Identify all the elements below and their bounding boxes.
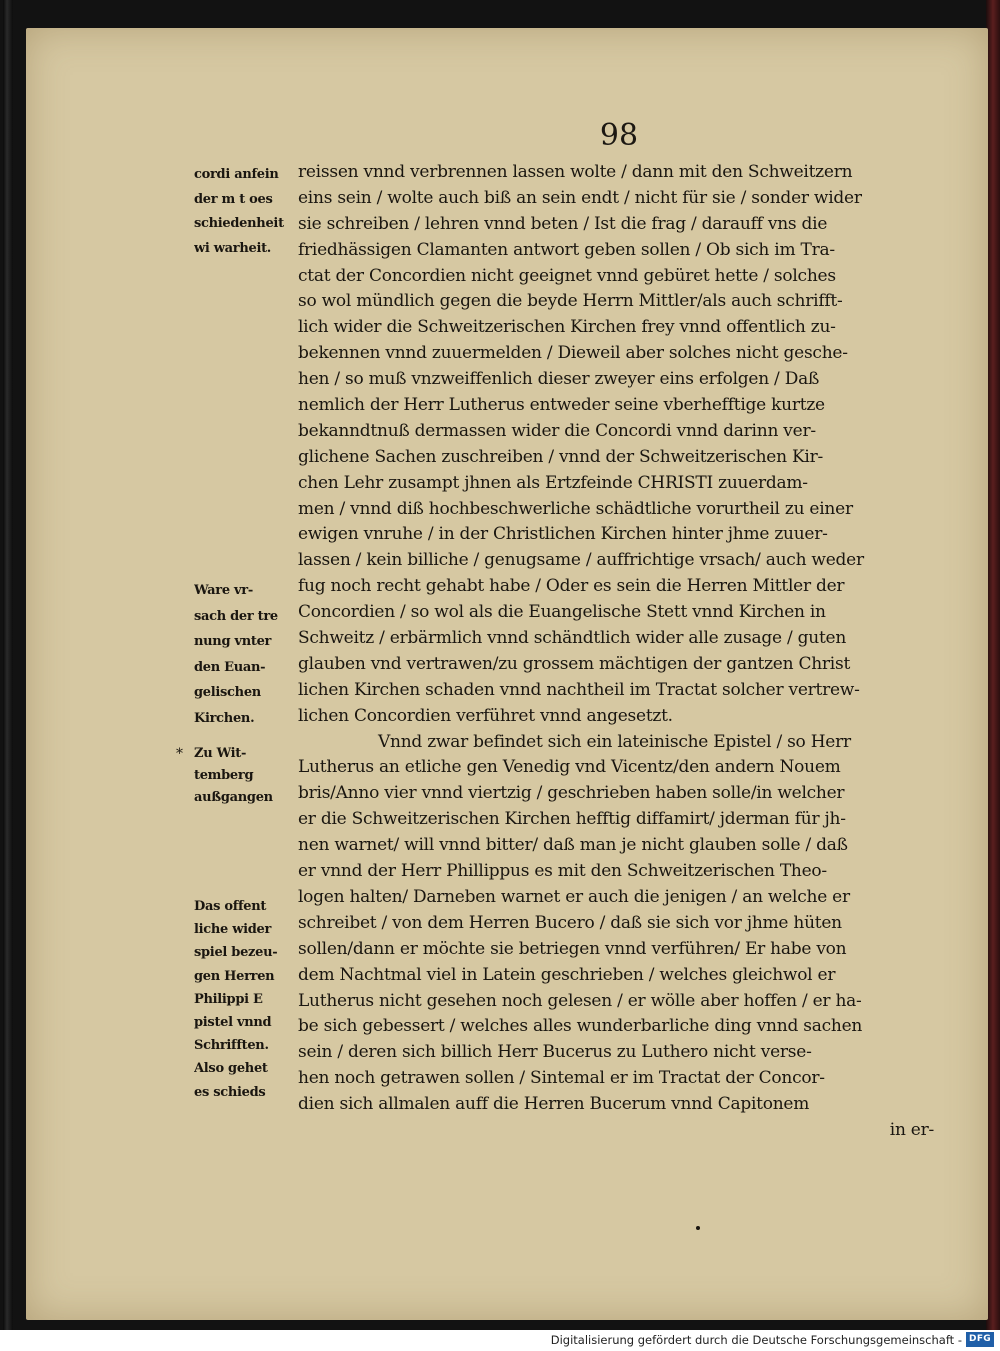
- text-line: glauben vnd vertrawen/zu grossem mächtigen der gantzen Christ: [298, 653, 851, 674]
- margin-note-line: Schrifften.: [194, 1038, 269, 1054]
- page-number: 98: [599, 118, 639, 153]
- footer-credit: Digitalisierung gefördert durch die Deutsche Forschungsgemeinschaft -: [550, 1333, 962, 1347]
- text-line: be sich gebessert / welches alles wunderbarliche ding vnnd sachen: [298, 1016, 863, 1037]
- text-line: ctat der Concordien nicht geeignet vnnd gebüret hette / solches: [298, 265, 836, 286]
- margin-note-line: Also gehet: [194, 1061, 268, 1077]
- text-line: reissen vnnd verbrennen lassen wolte / dann mit den Schweitzern: [298, 162, 853, 182]
- text-line: lichen Kirchen schaden vnnd nachtheil im Tractat solcher vertrew-: [298, 679, 860, 700]
- margin-note-line: temberg: [194, 768, 254, 783]
- margin-note-line: es schieds: [194, 1084, 266, 1100]
- catchword: in er-: [889, 1119, 934, 1140]
- margin-note-line: gen Herren: [194, 968, 275, 984]
- margin-note-line: spiel bezeu-: [194, 945, 278, 961]
- text-line: fug noch recht gehabt habe / Oder es sein die Herren Mittler der: [298, 576, 845, 597]
- text-line: er die Schweitzerischen Kirchen hefftig diffamirt/ jderman für jh-: [298, 809, 846, 830]
- text-line: Vnnd zwar befindet sich ein lateinische Epistel / so Herr: [378, 731, 851, 752]
- margin-note-line: gelischen: [194, 685, 261, 700]
- margin-note-line: den Euan-: [194, 659, 266, 675]
- ink-dot: [696, 1226, 700, 1230]
- text-line: Schweitz / erbärmlich vnnd schändtlich wider alle zusage / guten: [298, 628, 847, 649]
- text-line: bris/Anno vier vnnd viertzig / geschrieben haben solle/in welcher: [298, 783, 845, 804]
- text-line: Lutherus nicht gesehen noch gelesen / er wölle aber hoffen / er ha-: [298, 990, 862, 1011]
- margin-note-line: pistel vnnd: [194, 1015, 272, 1031]
- margin-note-line: der m t oes: [194, 191, 273, 207]
- text-line: er vnnd der Herr Phillippus es mit den Schweitzerischen Theo-: [298, 861, 827, 882]
- text-line: sie schreiben / lehren vnnd beten / Ist die frag / darauff vns die: [298, 213, 828, 234]
- margin-note-line: nung vnter: [194, 634, 272, 649]
- margin-note-line: Kirchen.: [194, 710, 255, 726]
- text-line: sollen/dann er möchte sie betriegen vnnd verführen/ Er habe von: [298, 938, 847, 959]
- margin-note-line: außgangen: [194, 790, 273, 805]
- margin-note-line: cordi anfein: [194, 167, 279, 182]
- text-line: sein / deren sich billich Herr Bucerus zu Luthero nicht verse-: [298, 1042, 812, 1063]
- text-line: dem Nachtmal viel in Latein geschrieben / welches gleichwol er: [298, 964, 836, 985]
- margin-note: [194, 163, 294, 261]
- text-line: nemlich der Herr Lutherus entweder seine vberhefftige kurtze: [298, 395, 825, 416]
- text-line: dien sich allmalen auff die Herren Bucerum vnnd Capitonem: [298, 1094, 810, 1115]
- text-line: ewigen vnruhe / in der Christlichen Kirchen hinter jhme zuuer-: [298, 524, 828, 545]
- margin-note-line: Philippi E: [194, 991, 263, 1007]
- text-line: lassen / kein billiche / genugsame / auffrichtige vrsach/ auch weder: [298, 550, 864, 571]
- text-line: bekanndtnuß dermassen wider die Concordi vnnd darinn ver-: [298, 420, 816, 441]
- text-line: nen warnet/ will vnnd bitter/ daß man je nicht glauben solle / daß: [298, 835, 848, 856]
- text-line: hen noch getrawen sollen / Sintemal er im Tractat der Concor-: [298, 1068, 825, 1089]
- margin-note-line: Zu Wit-: [194, 746, 247, 761]
- text-line: lich wider die Schweitzerischen Kirchen frey vnnd offentlich zu-: [298, 317, 836, 338]
- margin-note-line: Ware vr-: [194, 583, 253, 598]
- text-line: glichene Sachen zuschreiben / vnnd der Schweitzerischen Kir-: [298, 446, 823, 467]
- margin-note-line: Das offent: [194, 899, 267, 914]
- scan-edge-left: [3, 0, 13, 1330]
- body-text: [298, 160, 940, 1144]
- book-cover-edge: [986, 0, 1000, 1330]
- footer-bar: [0, 1330, 1000, 1351]
- margin-note: [194, 578, 294, 731]
- reference-marker: *: [176, 746, 183, 762]
- text-line: men / vnnd diß hochbeschwerliche schädtliche vorurtheil zu einer: [298, 498, 853, 519]
- text-line: Lutherus an etliche gen Venedig vnd Vicentz/den andern Nouem: [298, 757, 841, 778]
- margin-note-line: schiedenheit: [194, 216, 284, 231]
- text-line: eins sein / wolte auch biß an sein endt / nicht für sie / sonder wider: [298, 187, 862, 208]
- text-line: schreibet / von dem Herren Bucero / daß sie sich vor jhme hüten: [298, 912, 842, 933]
- text-line: chen Lehr zusampt jhnen als Ertzfeinde CHRISTI zuuerdam-: [298, 472, 808, 493]
- margin-note-line: wi warheit.: [194, 240, 272, 256]
- text-line: hen / so muß vnzweiffenlich dieser zweyer eins erfolgen / Daß: [298, 369, 820, 390]
- text-line: so wol mündlich gegen die beyde Herrn Mittler/als auch schrifft-: [298, 291, 843, 312]
- margin-note: [194, 895, 294, 1104]
- text-line: logen halten/ Darneben warnet er auch die jenigen / an welche er: [298, 886, 850, 907]
- text-line: lichen Concordien verführet vnnd angesetzt.: [298, 705, 673, 726]
- dfg-logo[interactable]: DFG: [966, 1332, 994, 1347]
- text-line: friedhässigen Clamanten antwort geben sollen / Ob sich im Tra-: [298, 239, 835, 260]
- margin-note-line: sach der tre: [194, 608, 278, 624]
- text-line: Concordien / so wol als die Euangelische Stett vnnd Kirchen in: [298, 602, 826, 623]
- margin-note: [194, 743, 294, 809]
- text-line: bekennen vnnd zuuermelden / Dieweil aber solches nicht gesche-: [298, 343, 848, 364]
- margin-note-line: liche wider: [194, 922, 272, 938]
